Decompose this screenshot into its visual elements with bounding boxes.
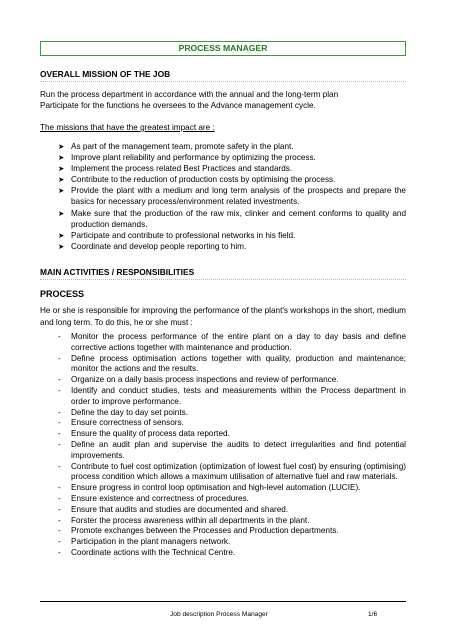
list-item: ➤ Improve plant reliability and performance by optimizing the process. bbox=[58, 153, 316, 163]
list-item: - Monitor the process performance of the entire plant on a day to day basis and define corrective actions together with maintenance and production. bbox=[58, 332, 406, 352]
list-item: ➤ Contribute to the reduction of production costs by optimising the process. bbox=[58, 175, 336, 185]
activities-list bbox=[58, 332, 406, 559]
list-item: ➤ Make sure that the production of the raw mix, clinker and cement conforms to quality and production demands. bbox=[58, 208, 406, 229]
arrow-bullet-icon: ➤ bbox=[58, 208, 65, 218]
list-item: - Ensure progress in control loop optimisation and high-level automation (LUCIE). bbox=[58, 483, 361, 493]
arrow-bullet-icon: ➤ bbox=[58, 153, 65, 163]
mission-line-1: Run the process department in accordance with the annual and the long-term plan bbox=[40, 90, 339, 99]
footer-divider bbox=[40, 601, 406, 602]
mission-line-2: Participate for the functions he oversees to the Advance management cycle. bbox=[40, 101, 316, 110]
list-item: - Forster the process awareness within all departments in the plant. bbox=[58, 515, 310, 525]
process-heading: PROCESS bbox=[40, 289, 85, 299]
list-item: - Ensure the quality of process data reported. bbox=[58, 429, 230, 439]
list-item: - Coordinate actions with the Technical Centre. bbox=[58, 547, 236, 557]
footer-page-number: 1/6 bbox=[368, 611, 378, 618]
list-item: - Define an audit plan and supervise the audits to detect irregularities and find potential improvements. bbox=[58, 439, 406, 460]
list-item: - Ensure that audits and studies are documented and shared. bbox=[58, 504, 289, 514]
arrow-bullet-icon: ➤ bbox=[58, 241, 65, 251]
list-item: ➤ Provide the plant with a medium and long term analysis of the prospects and prepare the basics for necessary process/environment related investments. bbox=[58, 186, 406, 207]
impact-label: The missions that have the greatest impact are : bbox=[40, 123, 215, 132]
list-item: - Contribute to fuel cost optimization (optimization of lowest fuel cost) by ensuring (optimising) process condition which allows a maximum utilisation of alternative fuel and raw materials. bbox=[58, 461, 406, 482]
list-item: ➤ As part of the management team, promote safety in the plant. bbox=[58, 142, 294, 151]
list-item: - Organize on a daily basis process inspections and review of performance. bbox=[58, 375, 339, 385]
list-item: - Promote exchanges between the Processes and Production departments. bbox=[58, 526, 339, 536]
list-item: ➤ Participate and contribute to professional networks in his field. bbox=[58, 230, 296, 240]
arrow-bullet-icon: ➤ bbox=[58, 186, 65, 196]
list-item: - Ensure correctness of sensors. bbox=[58, 418, 184, 428]
arrow-bullet-icon: ➤ bbox=[58, 175, 65, 185]
mission-list bbox=[58, 141, 406, 252]
arrow-bullet-icon: ➤ bbox=[58, 230, 65, 240]
list-item: - Ensure existence and correctness of procedures. bbox=[58, 493, 249, 503]
list-item: ➤ Coordinate and develop people reporting to him. bbox=[58, 241, 247, 251]
list-item: ➤ Implement the process related Best Practices and standards. bbox=[58, 164, 293, 174]
process-intro: He or she is responsible for improving the performance of the plant's workshops in the short, medium and long term. To do this, he or she must : bbox=[40, 306, 406, 327]
list-item: - Identify and conduct studies, tests and measurements within the Process department in order to improve performance. bbox=[58, 385, 406, 406]
document-title: PROCESS MANAGER bbox=[40, 41, 406, 56]
arrow-bullet-icon: ➤ bbox=[58, 142, 65, 151]
mission-heading: OVERALL MISSION OF THE JOB bbox=[40, 69, 406, 82]
activities-heading: MAIN ACTIVITIES / RESPONSIBILITIES bbox=[40, 267, 406, 280]
list-item: - Participation in the plant managers network. bbox=[58, 537, 231, 547]
footer-doc-title: Job description Process Manager bbox=[170, 611, 268, 618]
list-item: - Define process optimisation actions together with quality, production and maintenance; monitor the actions and the results. bbox=[58, 353, 406, 374]
list-item: - Define the day to day set points. bbox=[58, 407, 188, 417]
arrow-bullet-icon: ➤ bbox=[58, 164, 65, 174]
